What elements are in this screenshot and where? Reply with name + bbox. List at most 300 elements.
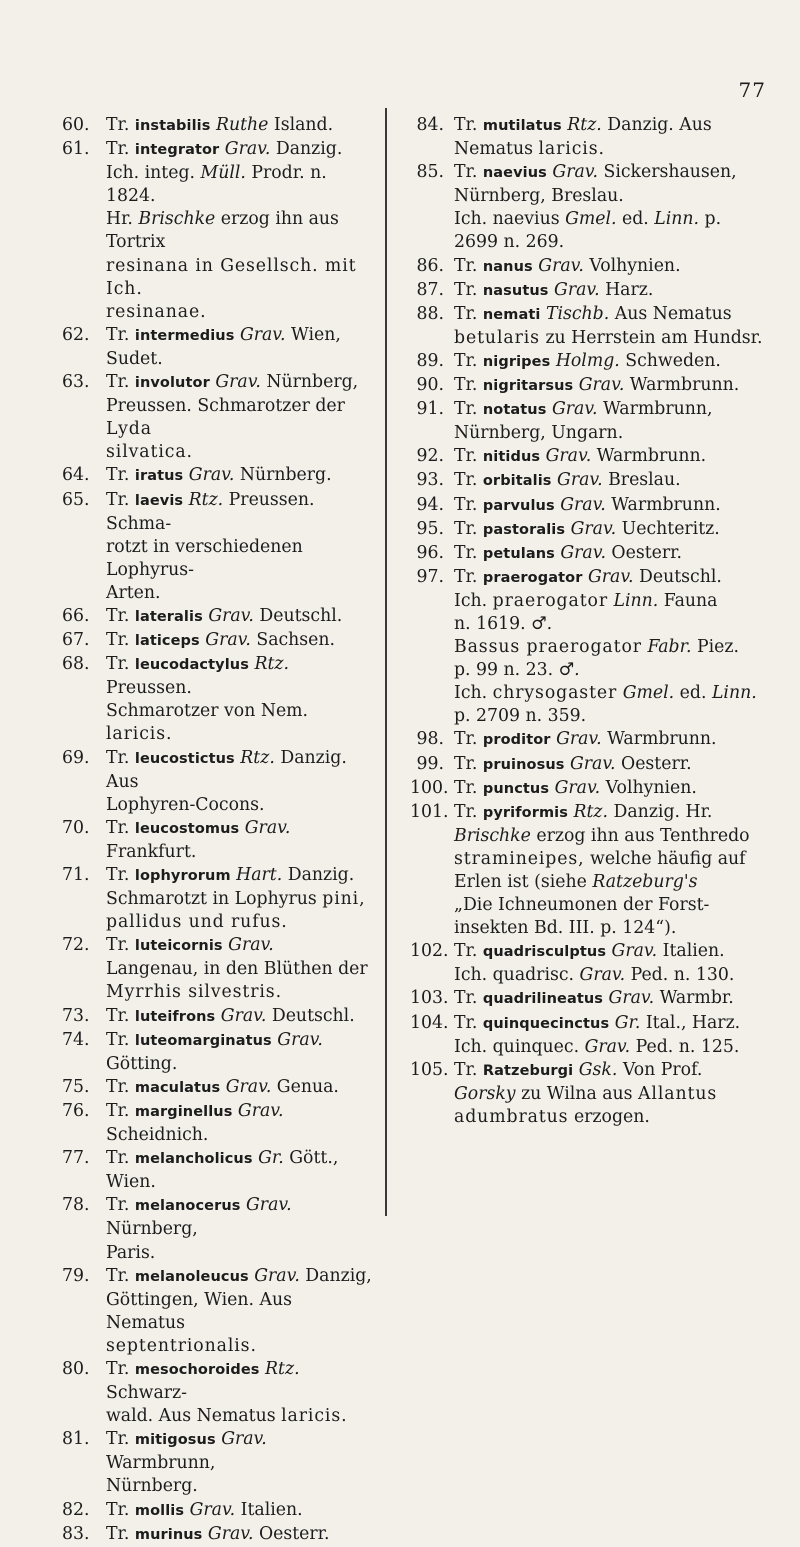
entry-line [106,464,374,488]
entry-line [106,1265,374,1289]
catalog-entry [410,542,770,566]
entry-text: Tr. [106,324,135,345]
entry-number: 101. [410,801,449,822]
catalog-entry [410,1059,770,1129]
entry-number: 76. [62,1100,90,1121]
entry-text: Deutschl. [253,605,343,626]
catalog-entry [62,464,374,488]
entry-text: Tr. [454,494,483,515]
entry-text: Nematus [454,139,539,160]
catalog-entry [410,255,770,279]
entry-text: Danzig. Aus [601,115,712,135]
entry-text: Schmarotzer von Nem. [106,701,309,722]
catalog-entry [62,1029,374,1076]
catalog-entry [62,489,374,605]
entry-text: Arten. [106,582,161,603]
author-name: Müll. [200,163,246,184]
entry-text: Tr. [106,1429,135,1450]
entry-number: 72. [62,935,90,956]
author-name: Linn. [711,683,757,704]
entry-text: Tr. [106,865,135,885]
entry-text: Danzig. [282,865,355,885]
species-name: quadrisculptus [482,944,607,961]
entry-line [454,542,770,566]
entry-text: Frankfurt. [106,841,197,862]
author-name: Grav. [587,566,634,587]
entry-line [454,161,770,185]
species-name: nanus [482,258,533,275]
author-name: Gorsky [454,1083,516,1104]
catalog-entry [62,1523,374,1547]
entry-number: 81. [62,1429,90,1450]
entry-number: 92. [416,446,444,467]
spaced-text: stramineipes, [454,848,585,869]
entry-text: wald. Aus Nematus [106,1406,282,1427]
entry-text: Tr. [454,729,483,750]
entry-text: Tr. [106,1195,135,1216]
entry-text: Tr. [454,1012,483,1033]
entry-line [454,398,770,422]
entry-text: 2699 n. 269. [454,232,565,253]
species-name: Ratzeburgi [482,1062,574,1079]
entry-number: 75. [62,1076,90,1097]
entry-line [106,888,374,911]
species-name: nigritarsus [482,378,574,395]
entry-text: Oesterr. [615,753,692,774]
entry-line [454,255,770,279]
entry-text: ed. [616,209,655,230]
entry-text: erzog ihn aus Tenthredo [530,825,750,846]
entry-text: Tr. [106,654,135,675]
entry-line [106,324,374,371]
entry-text: Warmbrunn. [591,446,707,467]
author-name: Grav. [552,162,598,183]
species-name: pyriformis [482,804,568,821]
entry-number: 93. [416,470,444,491]
entry-text: rotzt in verschiedenen Lophyrus- [106,536,303,580]
entry-line [106,629,374,653]
author-name: Grav. [584,1036,631,1057]
entry-text: Danzig. [270,139,343,160]
spaced-text: pini, [322,889,366,910]
entry-number: 82. [62,1499,90,1520]
entry-text: Tr. [454,518,483,539]
entry-text: Genua. [271,1076,339,1097]
entry-line [106,1194,374,1241]
entry-text: insekten Bd. III. p. 124“). [454,918,677,939]
entry-text: Warmbrunn. [605,494,721,515]
entry-line [106,1428,374,1475]
entry-text: Breslau. [602,470,681,491]
species-name: instabilis [134,118,211,134]
entry-text: Scheidnich. [106,1125,209,1146]
entry-number: 73. [62,1005,90,1026]
entry-text: Tr. [106,1523,135,1544]
species-name: luteomarginatus [134,1032,272,1049]
entry-line [106,582,374,605]
entry-text: Götting. [106,1053,178,1074]
column-divider [385,108,387,1216]
entry-text: p. 99 n. 23. [454,660,559,681]
species-name: murinus [134,1526,203,1543]
entry-text: Aus Nematus [609,303,732,324]
entry-text: p. 2709 n. 359. [454,706,587,727]
entry-text: Erlen ist (siehe [454,872,593,892]
entry-number: 89. [416,350,444,371]
entry-text: Tr. [106,1148,135,1169]
entry-line [454,894,770,917]
author-name: Rtz. [254,654,289,675]
entry-line [106,1289,374,1335]
author-name: Grav. [557,470,603,491]
catalog-entry [410,114,770,161]
entry-text: Göttingen, Wien. Aus Nematus [106,1289,292,1333]
spaced-text: Allantus [638,1083,718,1104]
entry-text: „Die Ichneumonen der Forst- [454,895,710,916]
entry-text: Italien. [657,941,725,962]
author-name: Grav. [554,279,600,300]
entry-number: 67. [62,630,90,651]
entry-line [454,114,770,138]
entry-number: 90. [416,375,444,396]
species-name: leucodactylus [134,657,249,674]
species-name: petulans [482,545,555,562]
entry-number: 87. [416,279,444,300]
entry-number: 94. [416,494,444,515]
entry-text: Gött., Wien. [106,1148,339,1193]
entry-line [106,817,374,864]
species-name: pastoralis [482,521,566,538]
author-name: Grav. [560,542,606,563]
entry-line [106,1358,374,1405]
author-name: Rtz. [573,801,609,822]
catalog-entry [62,114,374,138]
entry-text: Tr. [454,375,483,396]
entry-text: Tr. [106,1076,135,1097]
entry-line [454,185,770,208]
author-name: Brischke [454,825,531,846]
entry-line [454,682,770,705]
entry-text: Piez. [691,637,739,658]
entry-text: Tr. [106,747,135,768]
entry-text: Sachsen. [250,630,336,651]
entry-line [106,1147,374,1194]
author-name: Gr. [258,1148,284,1169]
entry-text: n. 1619. [454,613,532,634]
author-name: Grav. [579,965,626,986]
species-name: quadrilineatus [482,991,604,1008]
species-name: marginellus [134,1103,233,1120]
entry-text: Schweden. [619,350,721,371]
author-name: Rtz. [188,489,224,510]
species-name: lateralis [134,608,203,625]
entry-line [454,374,770,398]
entry-line [454,777,770,801]
author-name: Grav. [239,324,286,345]
entry-line [454,753,770,777]
entry-line [106,441,374,464]
author-name: Grav. [554,777,601,798]
catalog-entry [62,1499,374,1523]
species-name: nitidus [482,449,541,466]
species-name: laevis [134,492,184,509]
species-name: mollis [134,1502,185,1519]
entry-text: Tr. [454,255,483,276]
author-name: Grav. [608,988,655,1009]
entry-text: Wien, Sudet. [106,324,341,369]
species-name: melanoleucus [134,1268,249,1285]
entry-line [454,1012,770,1036]
entry-number: 77. [62,1148,90,1169]
entry-line [106,1076,374,1100]
entry-text: Ich. integ. [106,163,201,184]
entry-line [454,445,770,469]
entry-text: Tr. [106,605,135,626]
entry-line [106,1523,374,1547]
entry-line [454,469,770,493]
entry-text: Tr. [454,941,483,962]
entry-line [454,327,770,350]
entry-number: 105. [410,1059,449,1080]
entry-number: 84. [416,115,444,135]
entry-line [106,1499,374,1523]
entry-line [106,1335,374,1358]
author-name: Grav. [215,372,261,393]
entry-number: 68. [62,654,90,675]
entry-text: welche häufig auf [584,848,746,869]
entry-text: Ped. n. 125. [630,1036,740,1057]
entry-text: Deutschl. [266,1005,355,1026]
species-name: orbitalis [482,473,552,490]
species-name: involutor [134,375,210,392]
author-name: Tischb. [545,303,610,324]
spaced-text: laricis. [281,1406,348,1427]
entry-line [106,911,374,934]
author-name: Grav. [545,446,592,467]
spaced-text: septentrionalis. [106,1335,257,1356]
entry-text: Volhynien. [600,777,697,798]
entry-text: Tr. [454,1059,483,1080]
entry-number: 85. [416,162,444,183]
author-name: Hart. [236,865,283,885]
entry-text: Tr. [106,1005,135,1026]
author-name: Brischke [138,209,216,230]
entry-line [106,653,374,700]
entry-line [454,350,770,374]
entry-text: Warmbr. [654,988,734,1009]
author-name: Grav. [611,941,658,962]
spaced-text: laricis. [106,724,173,745]
catalog-entry [410,940,770,987]
catalog-entry [410,753,770,777]
author-name: Grav. [569,753,616,774]
entry-number: 69. [62,747,90,768]
species-name: intermedius [134,327,235,344]
entry-line [106,794,374,817]
entry-text: Paris. [106,1242,156,1263]
entry-line [454,728,770,752]
author-name: Grav. [246,1195,292,1216]
spaced-text: Myrrhis silvestris. [106,982,282,1003]
entry-text: zu Wilna aus [515,1083,639,1104]
entry-text: Ich. [454,683,493,704]
entry-text: Tr. [106,1029,135,1050]
species-name: leucostomus [134,820,240,837]
catalog-entry [410,445,770,469]
author-name: Rtz. [567,115,602,135]
spaced-text: chrysogaster [492,683,618,704]
entry-line [106,255,374,301]
entry-text: Tr. [454,279,483,300]
entry-line [454,1036,770,1059]
entry-number: 62. [62,324,90,345]
catalog-entry [410,469,770,493]
entry-line [106,301,374,324]
entry-text: Ich. naevius [454,209,566,230]
entry-text: Danzig. Aus [106,747,347,792]
entry-text: Warmbrunn. [624,375,740,396]
entry-number: 103. [410,988,449,1009]
entry-number: 64. [62,465,90,486]
author-name: Holmg. [555,350,620,371]
entry-number: 79. [62,1265,90,1286]
entry-text: Tr. [454,446,483,467]
entry-text: Tr. [454,350,483,371]
author-name: Gsk. [578,1059,618,1080]
entry-number: 71. [62,865,90,885]
entry-text: Tr. [106,935,135,956]
author-name: Grav. [224,139,271,160]
catalog-entry [62,1100,374,1147]
entry-line [454,279,770,303]
species-name: lophyrorum [134,868,231,884]
entry-line [106,958,374,981]
entry-text: Langenau, in den Blüthen der [106,959,368,980]
species-name: nasutus [482,282,549,299]
entry-text: Prodr. n. 1824. [106,163,327,207]
spaced-text: Lyda [106,419,152,440]
species-name: melanocerus [134,1198,241,1215]
spaced-text: laricis. [538,139,605,160]
catalog-entry [410,777,770,801]
entry-text: erzogen. [568,1106,650,1127]
entry-text: zu Herrstein am Hundsr. [539,327,763,348]
species-name: leucostictus [134,750,235,767]
catalog-entry [410,494,770,518]
entry-line [106,489,374,536]
entry-text: Italien. [235,1499,303,1520]
entry-line [106,395,374,441]
spaced-text: adumbratus [454,1106,569,1127]
entry-text: Danzig. Hr. [608,801,713,822]
entry-line [454,825,770,848]
catalog-entry [62,371,374,464]
entry-line [454,566,770,590]
entry-number: 97. [416,566,444,587]
page-number: 77 [738,78,766,102]
entry-text: Nürnberg. [106,1476,198,1497]
entry-text: Nürnberg, [260,372,359,393]
entry-line [106,114,374,138]
entry-number: 86. [416,255,444,276]
catalog-entry [410,161,770,254]
entry-number: 74. [62,1029,90,1050]
entry-text: Tr. [106,372,135,393]
author-name: Grav. [188,465,235,486]
entry-text: Nürnberg, Breslau. [454,186,624,207]
entry-text: Schmarotzt in Lophyrus [106,889,323,910]
catalog-entry [62,1194,374,1264]
entry-number: 99. [416,753,444,774]
entry-text: Ped. n. 130. [625,965,735,986]
catalog-entry [62,747,374,817]
entry-line [106,1242,374,1265]
species-name: pruinosus [482,756,565,773]
entry-text: Danzig, [299,1265,372,1286]
entry-line [106,981,374,1004]
species-name: mutilatus [482,118,562,134]
entry-line [454,208,770,231]
entry-line [454,231,770,254]
author-name: Grav. [205,630,251,651]
species-name: laticeps [134,633,200,650]
entry-line [106,700,374,746]
species-name: naevius [482,165,547,182]
entry-line [454,917,770,940]
author-name: Grav. [556,729,602,750]
entry-text: Preussen. Schmarotzer der [106,396,345,417]
catalog-entry [410,374,770,398]
author-name: Grav. [578,375,625,396]
entry-text: Sickershausen, [597,162,737,183]
catalog-entry [62,934,374,1004]
entry-line [454,987,770,1011]
entry-line [106,162,374,208]
author-name: Grav. [551,399,598,420]
species-name: luteifrons [134,1008,216,1025]
entry-text: Fauna [658,590,718,611]
entry-line [454,871,770,894]
author-name: Grav. [560,494,606,515]
catalog-entry [62,629,374,653]
species-name: integrator [134,142,220,159]
entry-text: Volhynien. [583,255,681,276]
entry-line [454,1059,770,1083]
species-name: proditor [482,732,551,749]
entry-line [454,422,770,445]
entry-text: Tr. [454,566,483,587]
author-name: Rtz. [240,747,275,768]
entry-text: Tr. [106,1100,135,1121]
author-name: Gr. [614,1012,641,1033]
entry-number: 83. [62,1523,90,1544]
entry-line [454,518,770,542]
catalog-entry [410,1012,770,1059]
entry-text: Ital., Harz. [640,1012,741,1033]
entry-text: Tr. [454,399,483,420]
author-name: Gmel. [565,209,617,230]
entry-text: erzog ihn aus Tortrix [106,209,339,253]
catalog-entry [62,605,374,629]
author-name: Ratzeburg's [592,872,698,892]
right-column [410,114,770,1129]
entry-line [454,636,770,659]
species-name: mitigosus [134,1432,216,1449]
catalog-entry [410,801,770,941]
entry-text: Lophyren-Cocons. [106,794,265,815]
entry-text: ed. [674,683,712,704]
catalog-entry [62,1265,374,1358]
